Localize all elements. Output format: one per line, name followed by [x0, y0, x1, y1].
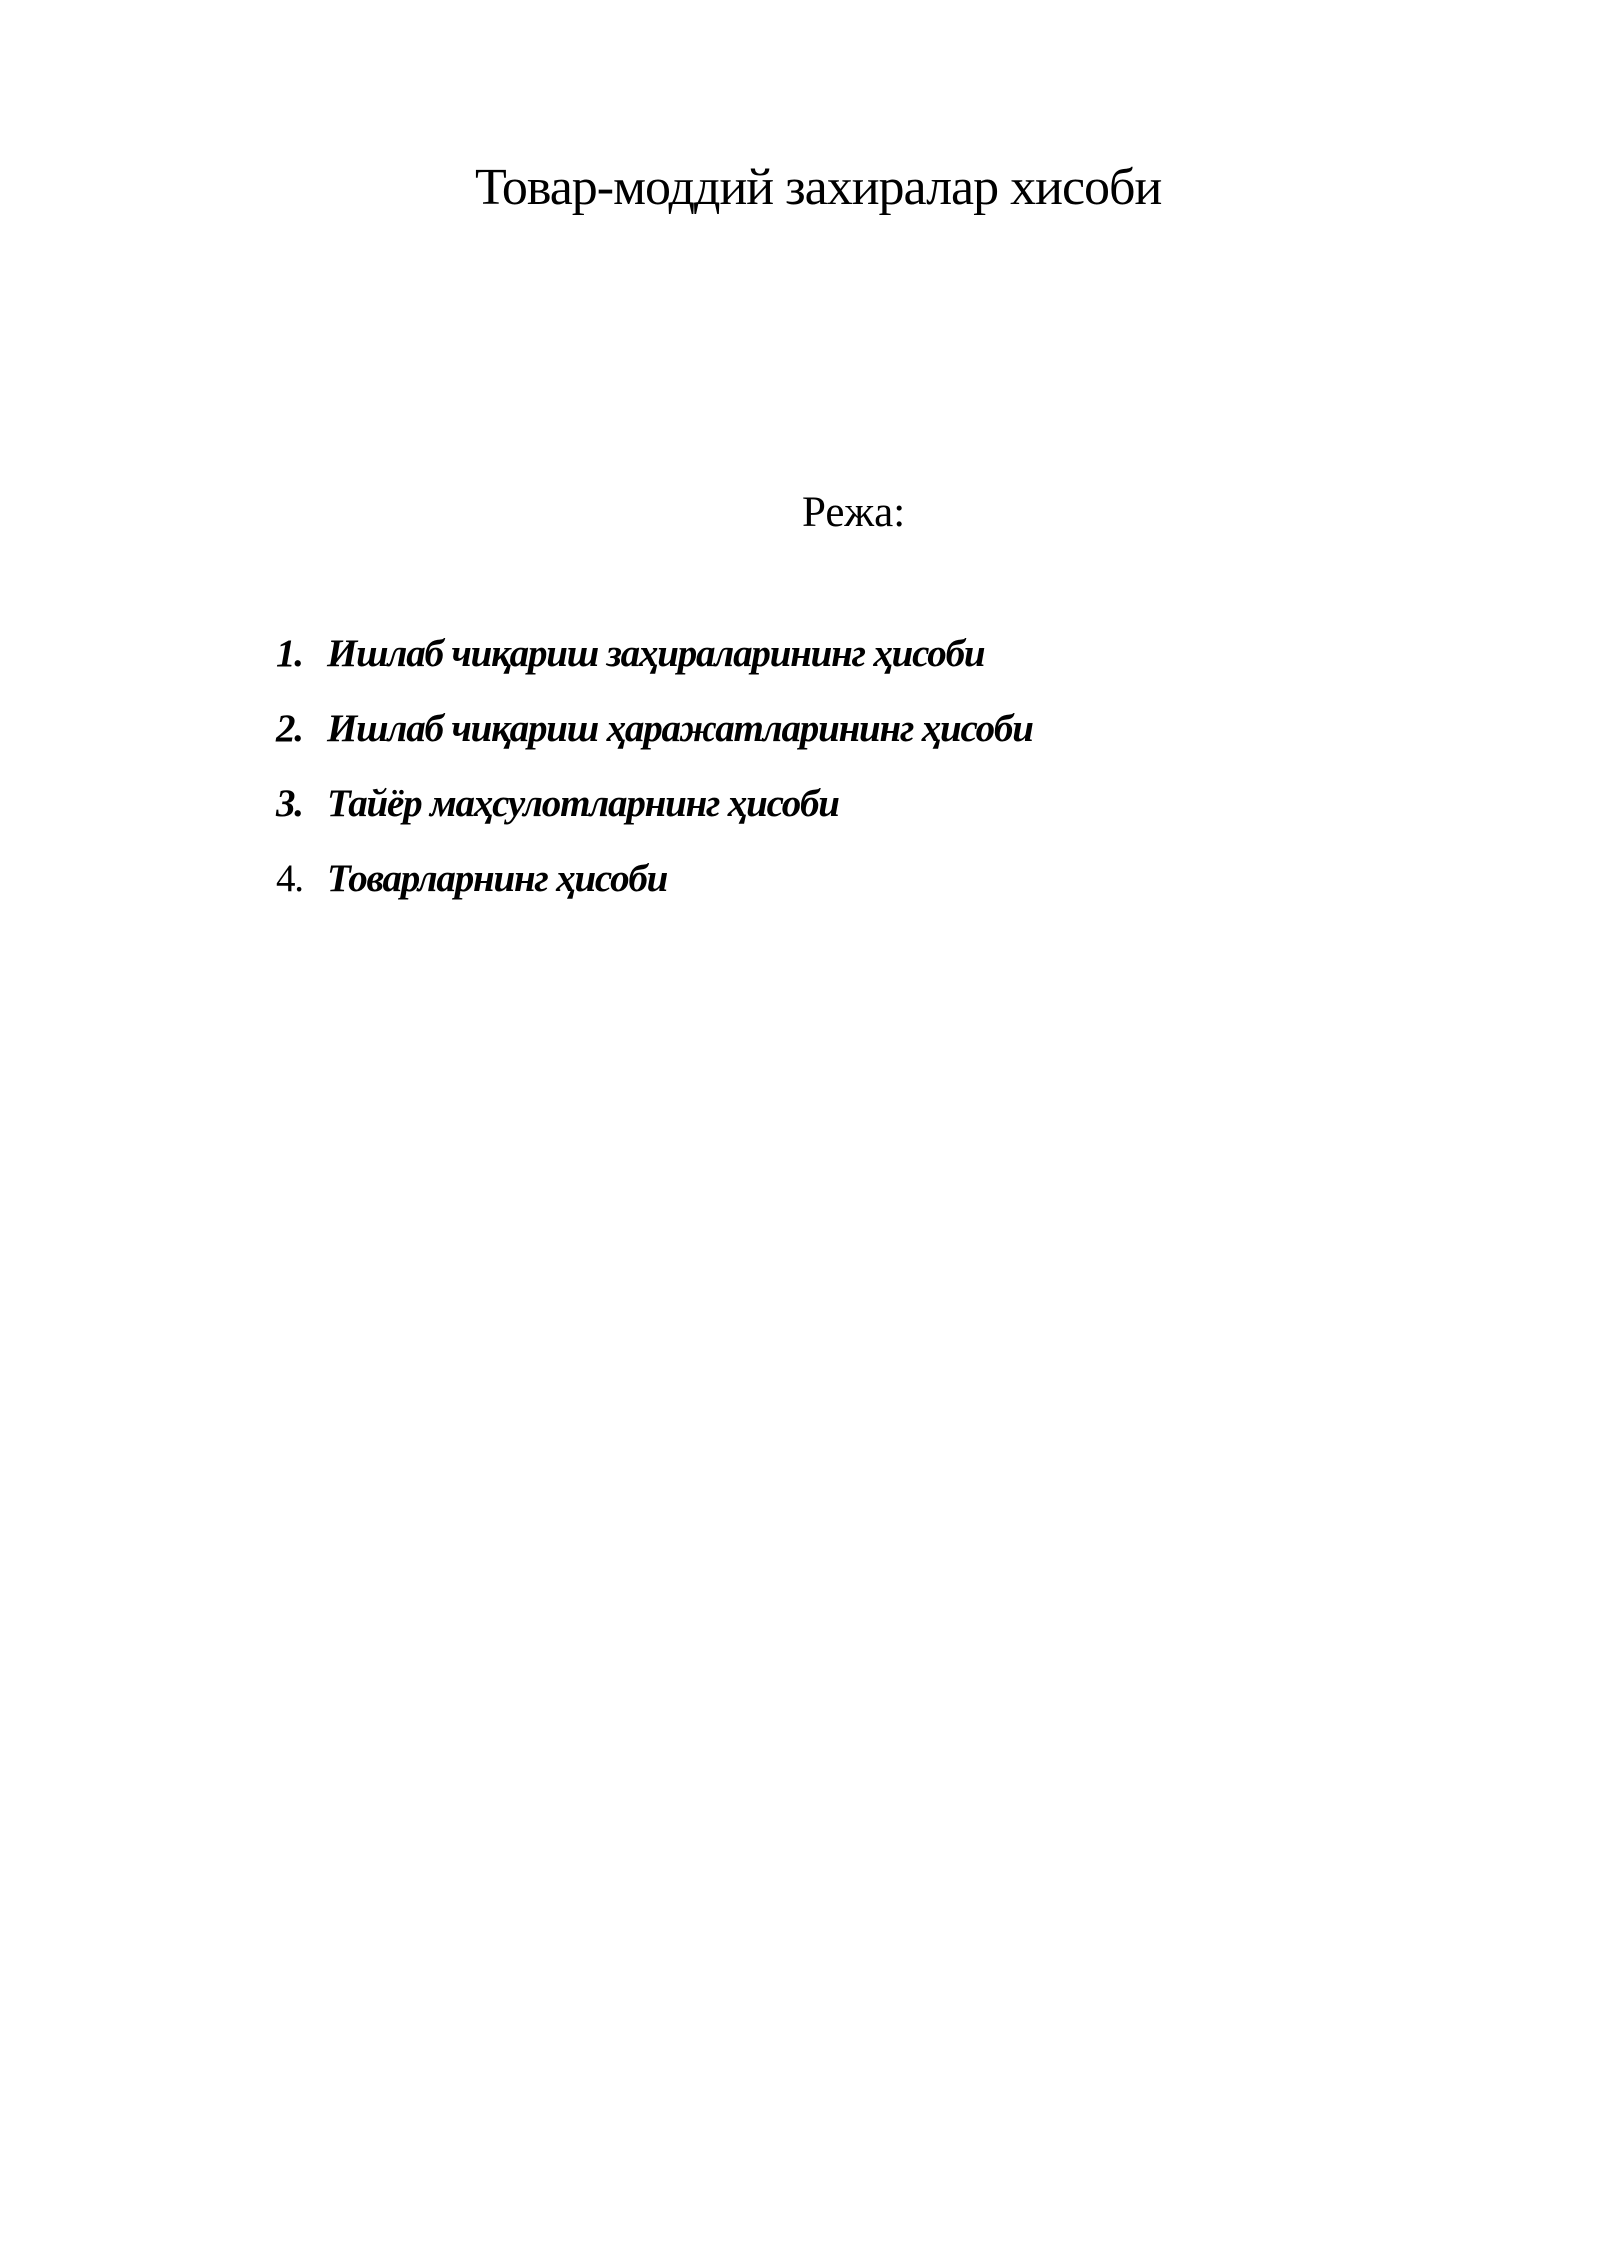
plan-item-1 [276, 625, 1033, 700]
plan-item-text: Ишлаб чиқариш заҳираларининг ҳисоби [327, 632, 985, 675]
plan-item-number: 2. [276, 707, 303, 750]
plan-item-number: 1. [276, 632, 303, 675]
plan-item-4 [276, 850, 1033, 925]
plan-item-2 [276, 700, 1033, 775]
plan-heading: Режа: [802, 489, 906, 536]
plan-item-text: Ишлаб чиқариш ҳаражатларининг ҳисоби [327, 707, 1033, 750]
plan-item-3 [276, 775, 1033, 850]
plan-item-text: Тайёр маҳсулотларнинг ҳисоби [327, 782, 839, 825]
document-title: Товар-моддий захиралар хисоби [475, 159, 1162, 216]
plan-item-number: 4. [276, 857, 303, 900]
plan-item-text: Товарларнинг ҳисоби [327, 857, 668, 900]
plan-item-number: 3. [276, 782, 303, 825]
plan-list [276, 625, 1033, 925]
